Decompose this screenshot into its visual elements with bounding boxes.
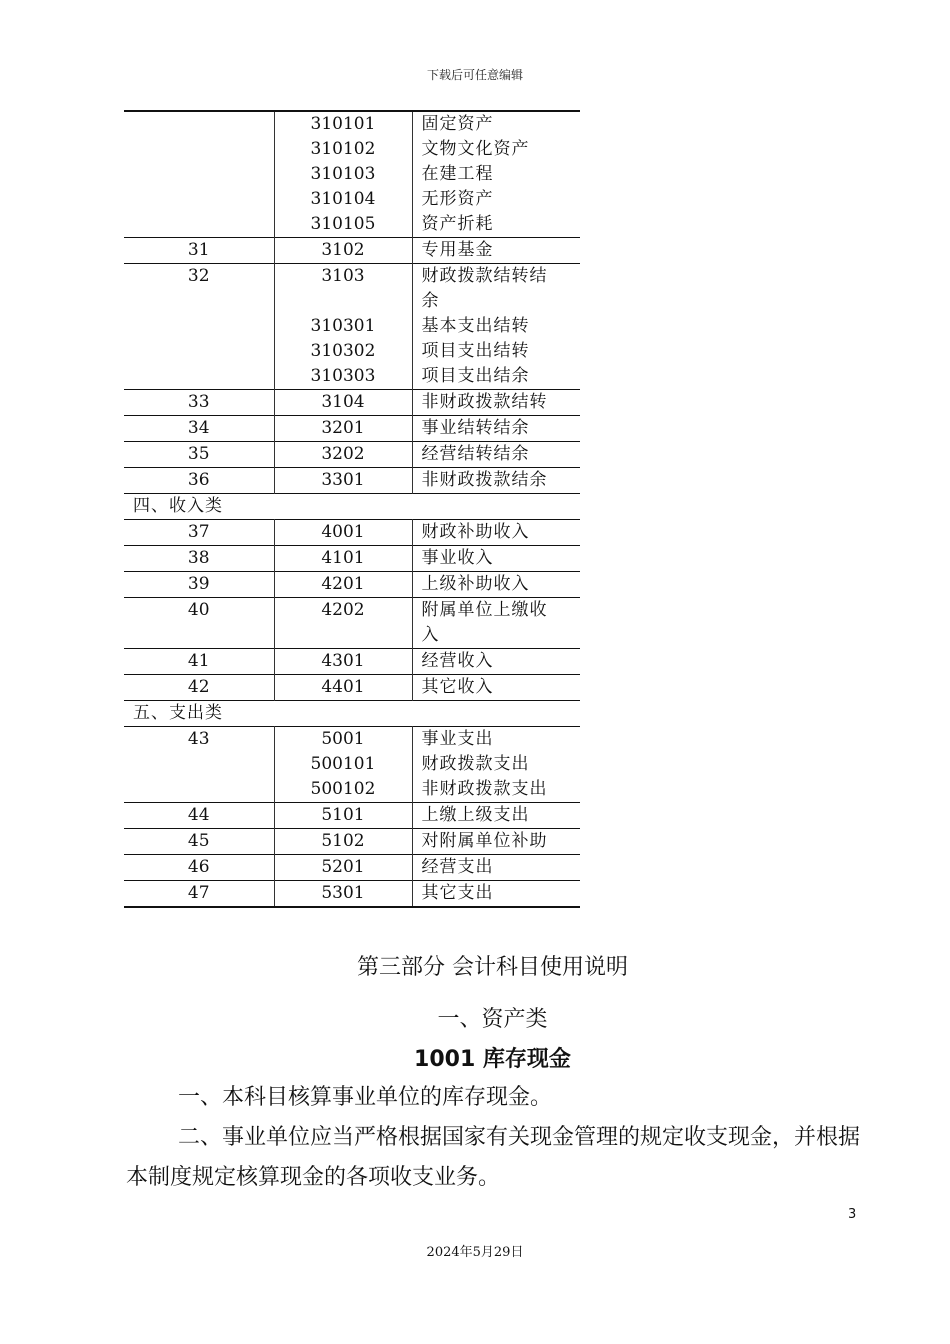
account-code-cell [274,829,412,855]
account-code-cell [274,442,412,468]
row-number: 31 [124,238,274,264]
account-name: 财政补助收入 [421,522,530,542]
account-name: 事业结转结余 [421,418,530,438]
account-code-cell [274,390,412,416]
account-name: 财政拨款支出 [421,754,530,774]
section-title: 一、资产类 [437,1007,548,1032]
account-name: 固定资产 [421,114,494,134]
account-name: 项目支出结转 [421,341,530,361]
account-code: 3301 [321,470,365,490]
row-number: 37 [124,520,274,546]
account-name-cell [412,855,580,881]
account-name-cell [412,264,580,390]
account-code-cell [274,111,412,238]
account-code: 3201 [321,418,365,438]
row-number: 36 [124,468,274,494]
account-name-cell [412,546,580,572]
account-name: 专用基金 [421,240,494,260]
account-code: 4101 [321,548,365,568]
account-name: 其它收入 [421,677,494,697]
account-name: 无形资产 [421,189,494,209]
account-name-cell [412,390,580,416]
table-row [124,468,580,494]
table-row [124,598,580,649]
account-code: 4202 [321,600,365,620]
accounts-table [124,110,580,908]
account-name: 非财政拨款结转 [421,392,548,412]
account-name: 项目支出结余 [421,366,530,386]
account-name: 上级补助收入 [421,574,530,594]
account-name-cell [412,572,580,598]
account-code-cell [274,803,412,829]
row-number: 42 [124,675,274,701]
paragraph-1: 一、本科目核算事业单位的库存现金。 [178,1085,553,1110]
table-section-row [124,494,580,520]
account-name: 经营支出 [421,857,494,877]
account-code: 5001 [321,729,365,749]
account-name: 附属单位上缴收 [421,600,548,620]
account-name: 财政拨款结转结 [421,266,548,286]
table-row [124,855,580,881]
account-code [275,289,412,314]
row-number: 34 [124,416,274,442]
account-name-cell [412,111,580,238]
account-name: 事业收入 [421,548,494,568]
table-row [124,442,580,468]
row-number: 44 [124,803,274,829]
account-code: 3202 [321,444,365,464]
account-code-cell [274,727,412,803]
account-name: 非财政拨款结余 [421,470,548,490]
account-name: 基本支出结转 [421,316,530,336]
row-number: 43 [124,727,274,803]
row-number: 46 [124,855,274,881]
row-number: 47 [124,881,274,908]
table-row [124,264,580,390]
account-name-cell [412,468,580,494]
row-number: 38 [124,546,274,572]
account-name-cell [412,238,580,264]
table-row [124,416,580,442]
account-code-cell [274,855,412,881]
table-row [124,649,580,675]
account-name: 上缴上级支出 [421,805,530,825]
table-row [124,111,580,238]
account-name-cell [412,727,580,803]
account-code: 310303 [310,366,376,386]
item-title: 1001 库存现金 [414,1047,571,1072]
row-number: 33 [124,390,274,416]
account-code-cell [274,238,412,264]
account-code: 310103 [310,164,376,184]
account-code: 4301 [321,651,365,671]
row-number: 39 [124,572,274,598]
account-name: 经营收入 [421,651,494,671]
section-label: 五、支出类 [124,701,580,727]
account-code-cell [274,520,412,546]
account-code-cell [274,264,412,390]
account-name-cell [412,803,580,829]
account-name: 资产折耗 [421,214,494,234]
account-code: 500102 [310,779,376,799]
page-date: 2024年5月29日 [426,1245,524,1260]
account-code: 4401 [321,677,365,697]
row-number [124,111,274,238]
account-code: 310102 [310,139,376,159]
account-code: 4001 [321,522,365,542]
account-code: 3104 [321,392,365,412]
row-number: 32 [124,264,274,390]
account-name-cell [412,416,580,442]
table-row [124,572,580,598]
account-code: 310104 [310,189,376,209]
account-name-cell [412,649,580,675]
account-name: 其它支出 [421,883,494,903]
account-name: 余 [421,291,440,311]
table-row [124,390,580,416]
account-code: 500101 [310,754,376,774]
account-name-cell [412,881,580,908]
paragraph-2: 二、事业单位应当严格根据国家有关现金管理的规定收支现金，并根据本制度规定核算现金的各项收支业务。 [126,1125,861,1190]
section-label: 四、收入类 [124,494,580,520]
table-section-row [124,701,580,727]
table-row [124,675,580,701]
table-row [124,520,580,546]
account-code-cell [274,598,412,649]
account-code: 4201 [321,574,365,594]
page-number: 3 [848,1207,857,1222]
account-code: 3102 [321,240,365,260]
row-number: 41 [124,649,274,675]
account-name: 对附属单位补助 [421,831,548,851]
account-code-cell [274,572,412,598]
account-code: 5102 [321,831,365,851]
table-row [124,829,580,855]
table-row [124,546,580,572]
table-row [124,727,580,803]
table-row [124,238,580,264]
account-name: 经营结转结余 [421,444,530,464]
account-name: 在建工程 [421,164,494,184]
table-row [124,881,580,908]
account-code: 310101 [310,114,376,134]
account-code-cell [274,468,412,494]
account-code: 5201 [321,857,365,877]
row-number: 35 [124,442,274,468]
account-name-cell [412,442,580,468]
account-code: 310302 [310,341,376,361]
table-row [124,803,580,829]
account-name-cell [412,675,580,701]
account-name: 事业支出 [421,729,494,749]
account-code-cell [274,416,412,442]
account-code: 310105 [310,214,376,234]
accounts-table-body [124,111,580,907]
account-code: 5101 [321,805,365,825]
account-name: 文物文化资产 [421,139,530,159]
account-name-cell [412,598,580,649]
account-code [275,623,412,648]
part-title: 第三部分 会计科目使用说明 [357,955,628,980]
account-code-cell [274,881,412,908]
row-number: 40 [124,598,274,649]
row-number: 45 [124,829,274,855]
account-code: 5301 [321,883,365,903]
account-code-cell [274,546,412,572]
account-code: 3103 [321,266,365,286]
page-header: 下载后可任意编辑 [426,68,523,82]
account-name-cell [412,829,580,855]
account-name-cell [412,520,580,546]
account-name: 非财政拨款支出 [421,779,548,799]
account-code: 310301 [310,316,376,336]
account-code-cell [274,675,412,701]
account-code-cell [274,649,412,675]
account-name: 入 [421,625,440,645]
